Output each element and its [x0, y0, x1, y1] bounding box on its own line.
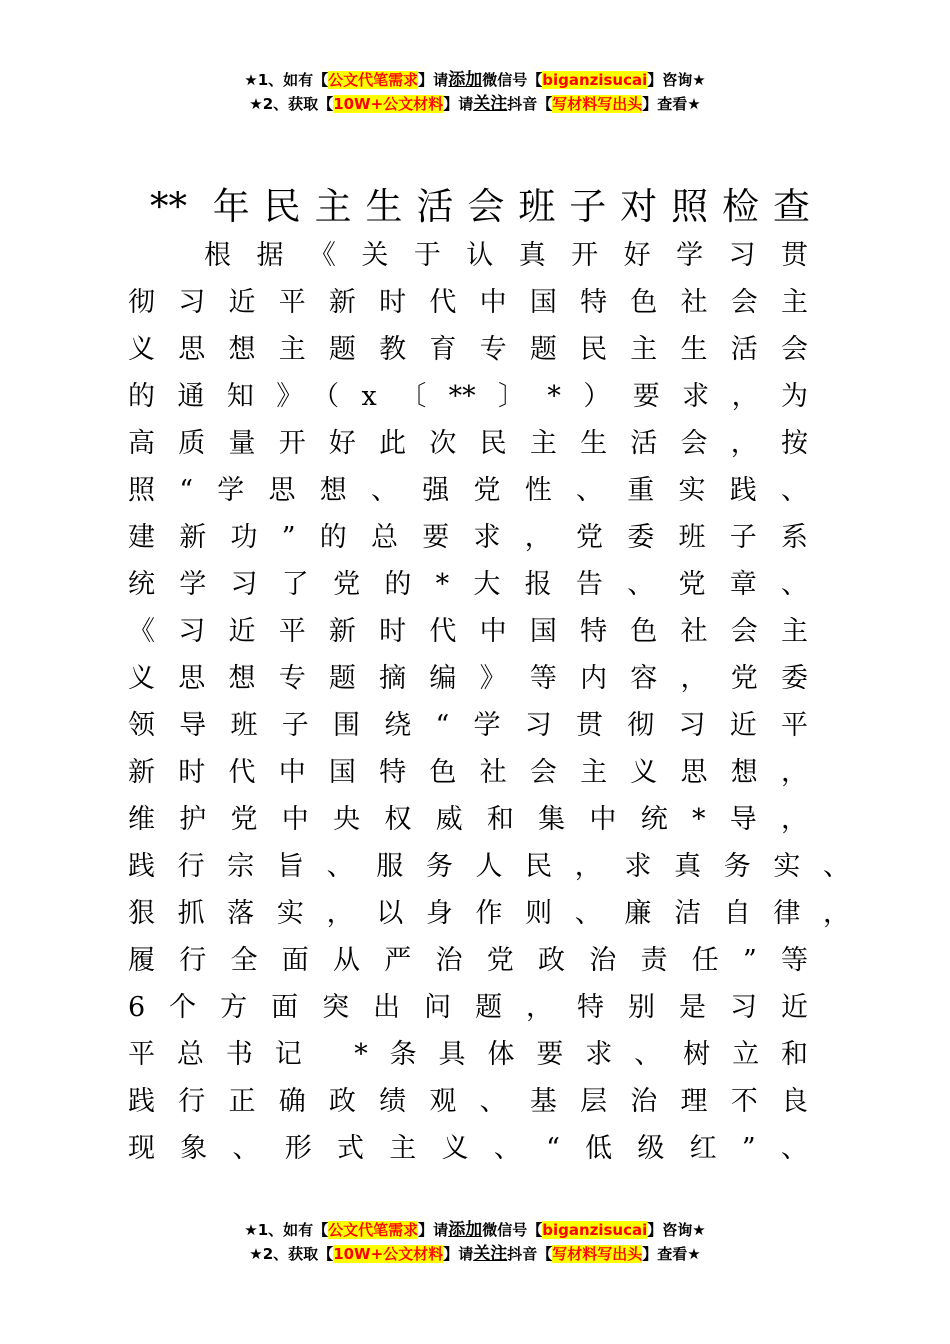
document-title: ** 年民主生活会班子对照检查 — [150, 185, 810, 228]
body-line: 狠抓落实，以身作则、廉洁自律， — [128, 898, 850, 929]
highlight-materials: 10W+公文材料 — [333, 1245, 444, 1263]
body-line: 践行宗旨、服务人民，求真务实、 — [128, 851, 850, 882]
highlight-materials: 10W+公文材料 — [333, 95, 444, 113]
highlight-service: 公文代笔需求 — [328, 1221, 419, 1239]
body-line: 高质量开好此次民主生活会，按 — [128, 428, 808, 459]
body-line: 照“学思想、强党性、重实践、 — [128, 475, 808, 506]
body-line: 履行全面从严治党政治责任”等 — [128, 945, 808, 976]
body-line: 领导班子围绕“学习贯彻习近平 — [128, 710, 808, 741]
body-line: 统学习了党的*大报告、党章、 — [128, 569, 808, 600]
body-line: 的通知》（x〔**〕*）要求，为 — [128, 381, 808, 412]
highlight-wechat-id: biganzisucai — [542, 1221, 648, 1239]
highlight-wechat-id: biganzisucai — [542, 71, 648, 89]
body-line: 建新功”的总要求，党委班子系 — [128, 522, 808, 553]
highlight-douyin: 写材料写出头 — [552, 95, 643, 113]
body-line: 根据《关于认真开好学习贯 — [204, 240, 808, 271]
footer-notice — [0, 1218, 950, 1266]
body-line: 维护党中央权威和集中统*导， — [128, 804, 808, 835]
header-notice — [0, 68, 950, 116]
body-line: 现象、形式主义、“低级红”、 — [128, 1133, 808, 1164]
document-body — [128, 232, 850, 1172]
header-notice-line-1: ★1、如有【公文代笔需求】请添加微信号【biganzisucai】咨询★ — [244, 70, 706, 90]
body-line: 义思想主题教育专题民主生活会 — [128, 334, 808, 365]
footer-notice-line-2: ★2、获取【10W+公文材料】请关注抖音【写材料写出头】查看★ — [249, 1244, 701, 1264]
body-line: 《习近平新时代中国特色社会主 — [128, 616, 808, 647]
footer-notice-line-1: ★1、如有【公文代笔需求】请添加微信号【biganzisucai】咨询★ — [244, 1220, 706, 1240]
body-line: 新时代中国特色社会主义思想， — [128, 757, 808, 788]
body-line: 彻习近平新时代中国特色社会主 — [128, 287, 808, 318]
body-line: 6个方面突出问题，特别是习近 — [128, 992, 808, 1023]
body-line: 平总书记 *条具体要求、树立和 — [128, 1039, 808, 1070]
header-notice-line-2: ★2、获取【10W+公文材料】请关注抖音【写材料写出头】查看★ — [249, 94, 701, 114]
highlight-douyin: 写材料写出头 — [552, 1245, 643, 1263]
body-line: 义思想专题摘编》等内容，党委 — [128, 663, 808, 694]
body-line: 践行正确政绩观、基层治理不良 — [128, 1086, 808, 1117]
highlight-service: 公文代笔需求 — [328, 71, 419, 89]
